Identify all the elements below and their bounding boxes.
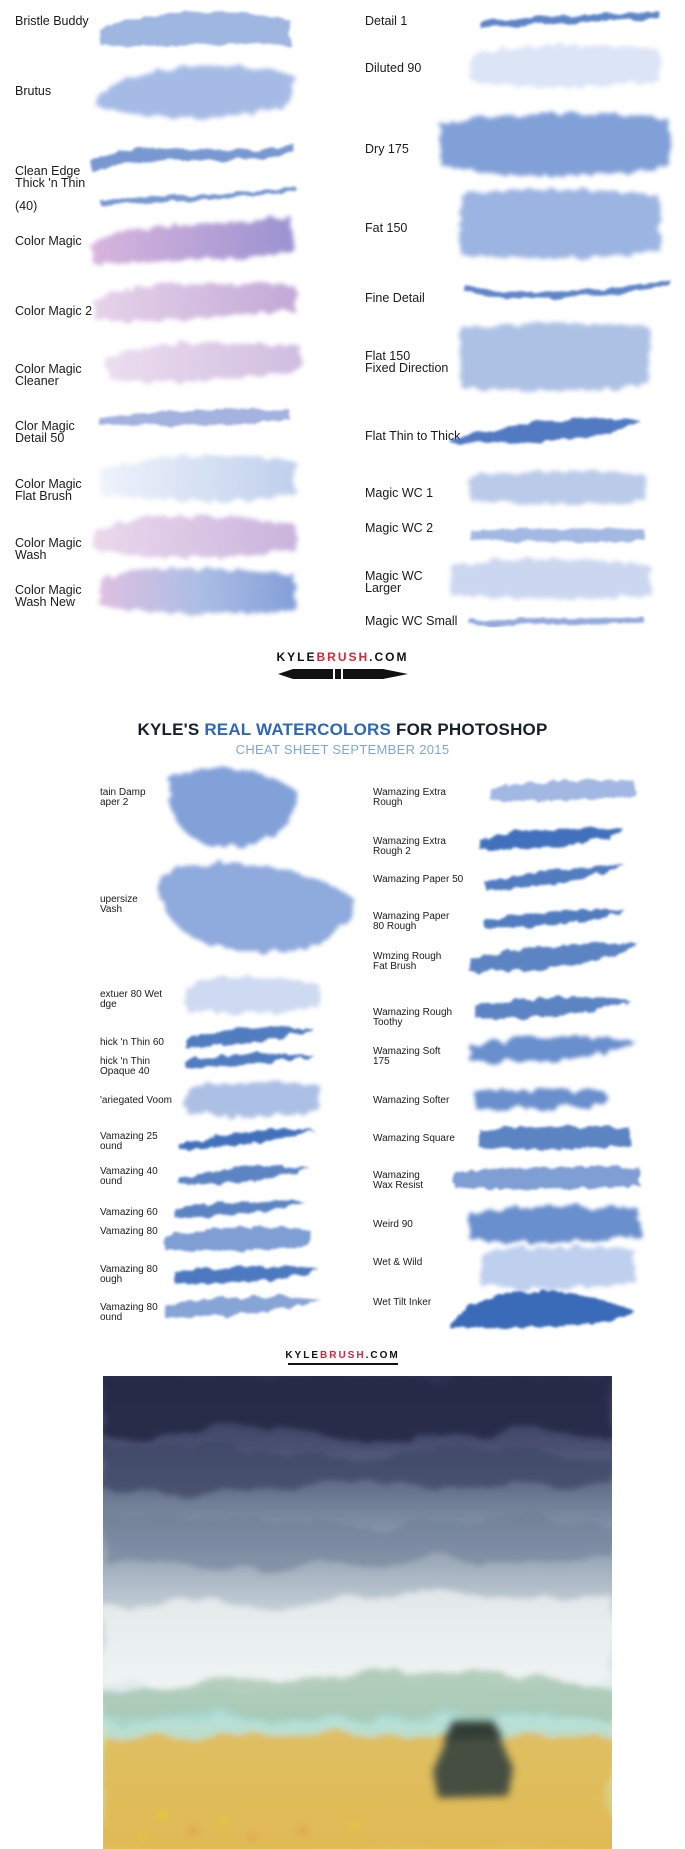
brush-label-wamazing-40: Vamazing 40 ound: [100, 1166, 158, 1187]
stroke-wet-wild: [480, 1246, 635, 1289]
brush-label-fine-detail: Fine Detail: [365, 291, 425, 305]
stroke-stain-damp: [169, 768, 295, 846]
stroke-fine-detail: [465, 280, 670, 299]
stroke-clean-edge-thick: [90, 145, 295, 172]
kylebrush-logo-2: KYLEBRUSH.COM: [285, 1350, 400, 1361]
stroke-weird-90: [470, 1206, 640, 1242]
stroke-wmzing-rough-fat: [470, 943, 640, 972]
brush-label-thick-thin-opaque: hick 'n Thin Opaque 40: [100, 1056, 151, 1077]
brush-label-fat-150: Fat 150: [365, 221, 408, 235]
brush-label-magic-wc-1: Magic WC 1: [365, 486, 434, 500]
stroke-color-magic-cleaner: [105, 343, 300, 382]
brush-label-stain-damp: tain Damp aper 2: [100, 787, 146, 808]
brush-label-weird-90: Weird 90: [373, 1219, 413, 1230]
sheet-title: KYLE'S REAL WATERCOLORS FOR PHOTOSHOP: [137, 720, 548, 739]
brush-label-brutus: Brutus: [15, 84, 52, 98]
brush-label-flat-thin-thick: Flat Thin to Thick: [365, 429, 461, 443]
stroke-dry-175: [440, 113, 670, 176]
stroke-wamazing-paper-80: [485, 909, 625, 928]
stroke-wamazing-80: [165, 1227, 310, 1251]
brush-label-thick-thin-60: hick 'n Thin 60: [100, 1037, 164, 1048]
brush-label-wamazing-80-rough: Vamazing 80 ough: [100, 1264, 158, 1285]
stroke-magic-wc-larger: [450, 559, 650, 599]
brush-label-magic-wc-2: Magic WC 2: [365, 521, 434, 535]
stroke-wamazing-80-rough: [175, 1266, 320, 1284]
brush-label-bristle-buddy: Bristle Buddy: [15, 14, 89, 28]
brush-label-wamazing-rough-toothy: Wamazing Rough Toothy: [373, 1007, 453, 1028]
stroke-wamazing-80-round: [165, 1297, 320, 1318]
brush-label-dry-175: Dry 175: [365, 142, 409, 156]
brush-label-wamazing-softer: Wamazing Softer: [373, 1095, 450, 1106]
stroke-color-magic: [90, 215, 295, 265]
brush-strokes-sheet2: [0, 700, 685, 1340]
stroke-wamazing-60: [175, 1201, 305, 1218]
stroke-wamazing-softer: [475, 1089, 605, 1109]
stroke-wamazing-paper-50: [485, 865, 625, 890]
stroke-clor-magic-detail: [100, 410, 290, 426]
stroke-magic-wc-2: [470, 529, 645, 543]
brush-label-variegated-voom: 'ariegated Voom: [100, 1095, 172, 1106]
stroke-flat-thin-thick: [450, 418, 640, 443]
stroke-flat-150-fixed: [460, 323, 650, 391]
brush-label-wamazing-80-round: Vamazing 80 ound: [100, 1302, 158, 1323]
stroke-fat-150: [460, 189, 660, 258]
brush-label-wet-wild: Wet & Wild: [373, 1257, 423, 1268]
brush-label-wamazing-extra-rough-2: Wamazing Extra Rough 2: [373, 836, 446, 857]
brush-label-wamazing-square: Wamazing Square: [373, 1133, 455, 1144]
stroke-magic-wc-small: [470, 618, 645, 625]
stroke-wamazing-25: [180, 1129, 315, 1150]
brush-label-magic-wc-larger: Magic WC Larger: [365, 569, 423, 595]
stroke-wamazing-extra-rough-2: [480, 828, 625, 850]
cheat-sheet-2: [0, 700, 685, 1370]
brush-label-clor-magic-detail: Clor Magic Detail 50: [15, 419, 75, 445]
brush-label-texture-80-wet: extuer 80 Wet dge: [100, 989, 163, 1010]
stroke-color-magic-2: [95, 283, 295, 321]
stroke-supersize-wash: [160, 864, 355, 953]
brush-strokes-sheet1: [0, 0, 685, 640]
brush-label-color-magic-cleaner: Color Magic Cleaner: [15, 362, 82, 388]
stroke-variegated-voom: [185, 1082, 320, 1116]
stroke-magic-wc-1: [470, 471, 645, 504]
stroke-wamazing-rough-toothy: [475, 997, 630, 1018]
pen-icon-2: [288, 1360, 398, 1368]
brush-label-clean-edge: Clean Edge Thick 'n Thin: [15, 164, 86, 190]
stroke-detail-1: [480, 12, 660, 28]
stroke-brutus: [95, 65, 295, 118]
cheat-sheet-1: [0, 0, 685, 700]
stroke-wamazing-40: [180, 1166, 310, 1185]
sheet-subtitle: CHEAT SHEET SEPTEMBER 2015: [235, 742, 450, 757]
stroke-thick-thin-opaque: [185, 1053, 315, 1068]
brush-label-supersize-wash: upersize Vash: [100, 894, 138, 915]
stroke-color-magic-wash: [95, 516, 295, 557]
stroke-wamazing-extra-rough: [490, 780, 635, 801]
brush-label-wamazing-25: Vamazing 25 ound: [100, 1131, 158, 1152]
brush-label-wamazing-80: Vamazing 80: [100, 1226, 158, 1237]
brush-label-wamazing-wax-resist: Wamazing Wax Resist: [373, 1170, 424, 1191]
stroke-color-magic-flat: [100, 456, 295, 501]
stroke-clean-edge-40: [100, 186, 295, 205]
stroke-color-magic-wash-new: [100, 568, 295, 613]
brush-label-wamazing-60: Vamazing 60: [100, 1207, 158, 1218]
brush-label-wmzing-rough-fat: Wmzing Rough Fat Brush: [373, 951, 442, 972]
kylebrush-logo: KYLEBRUSH.COM: [276, 650, 409, 664]
brush-label-wamazing-soft-175: Wamazing Soft 175: [373, 1046, 441, 1067]
stroke-wamazing-square: [480, 1126, 630, 1149]
brush-label-wet-tilt-inker: Wet Tilt Inker: [373, 1297, 432, 1308]
stroke-texture-80-wet: [185, 976, 320, 1014]
stroke-wamazing-wax-resist: [455, 1166, 640, 1189]
brush-label-color-magic-wash: Color Magic Wash: [15, 536, 82, 562]
brush-label-flat-150: Flat 150 Fixed Direction: [365, 349, 449, 375]
brush-label-color-magic-wash-new: Color Magic Wash New: [15, 583, 82, 609]
stroke-wet-tilt-inker: [450, 1292, 635, 1329]
brush-label-wamazing-paper-80: Wamazing Paper 80 Rough: [373, 911, 450, 932]
brush-label-color-magic-flat: Color Magic Flat Brush: [15, 477, 82, 503]
brush-label-magic-wc-small: Magic WC Small: [365, 614, 458, 628]
pen-icon: [273, 666, 413, 682]
stroke-wamazing-soft-175: [470, 1037, 635, 1063]
brush-label-color-magic-2: Color Magic 2: [15, 304, 93, 318]
brush-label-diluted-90: Diluted 90: [365, 61, 422, 75]
brush-label-wamazing-paper-50: Wamazing Paper 50: [373, 874, 464, 885]
watercolor-landscape-painting: [103, 1376, 612, 1849]
brush-label-40: (40): [15, 199, 38, 213]
brush-label-color-magic: Color Magic: [15, 234, 82, 248]
stroke-thick-thin-60: [185, 1027, 315, 1048]
brush-label-wamazing-extra-rough: Wamazing Extra Rough: [373, 787, 446, 808]
stroke-diluted-90: [470, 45, 660, 88]
brush-label-detail-1: Detail 1: [365, 14, 408, 28]
stroke-bristle-buddy: [100, 12, 290, 47]
